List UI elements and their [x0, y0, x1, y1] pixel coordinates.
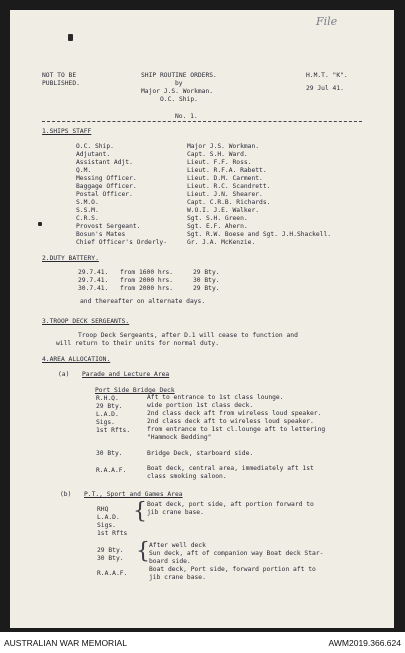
staff-name: Sgt. S.H. Green. [187, 215, 248, 222]
staff-role: Provost Sergeant. [76, 223, 141, 230]
subsection-title-sport: P.T., Sport and Games Area [84, 491, 183, 498]
duty-time: from 1600 hrs. [120, 269, 174, 276]
staff-role: O.C. Ship. [76, 143, 114, 150]
troop-deck-text-line: will return to their units for normal duty. [56, 340, 220, 347]
header-date: 29 Jul 41. [306, 85, 344, 92]
raaf-area-line: class smoking saloon. [147, 473, 227, 480]
sport-unit: 1st Rfts [97, 530, 128, 537]
raaf-area-line: Boat deck, central area, immediately aft 1st [147, 465, 314, 472]
games-area-line: After well deck [149, 542, 206, 549]
header-restriction-line-2: PUBLISHED. [42, 80, 80, 87]
subsection-title-parade: Parade and Lecture Area [82, 371, 170, 378]
duty-battery: 29 Bty. [193, 285, 220, 292]
footer-institution: AUSTRALIAN WAR MEMORIAL [4, 638, 127, 648]
staff-role: Baggage Officer. [76, 183, 137, 190]
duty-rotation-note: and thereafter on alternate days. [80, 298, 206, 305]
punch-hole-mark [68, 34, 73, 41]
staff-name: Lieut. F.F. Ross. [187, 159, 252, 166]
raaf-unit: R.A.A.F. [96, 467, 127, 474]
duty-battery: 29 Bty. [193, 269, 220, 276]
staff-role: Chief Officer's Orderly- [76, 239, 167, 246]
header-by: by [175, 80, 183, 87]
punch-hole-mark [38, 222, 42, 226]
staff-role: Adjutant. [76, 151, 111, 158]
archive-footer [0, 632, 405, 653]
port-unit: 1st Rfts. [96, 427, 131, 434]
header-author-role: O.C. Ship. [160, 96, 198, 103]
port-side-title: Port Side Bridge Deck [95, 387, 175, 394]
games-raaf-area-line: Boat deck, Port side, forward portion aft to [149, 566, 316, 573]
port-area-line: 2nd class deck aft from wireless loud speaker. [147, 410, 322, 417]
section-heading-ships-staff: 1.SHIPS STAFF [42, 128, 92, 135]
staff-name: W.O.I. J.E. Walker. [187, 207, 260, 214]
staff-name: Sgt. E.F. Ahern. [187, 223, 248, 230]
duty-date: 29.7.41. [78, 277, 109, 284]
port-unit: L.A.D. [96, 411, 119, 418]
sport-area-line: jib crane base. [147, 509, 204, 516]
staff-name: Lieut. R.F.A. Rabett. [187, 167, 267, 174]
troop-deck-text-line: Troop Deck Sergeants, after D.1 will cease to function and [78, 332, 298, 339]
games-unit: 29 Bty. [97, 547, 124, 554]
port-area-line: 2nd class deck aft to wireless loud speaker. [147, 418, 314, 425]
sport-unit: L.A.D. [97, 514, 120, 521]
staff-role: C.R.S. [76, 215, 99, 222]
duty-date: 29.7.41. [78, 269, 109, 276]
grouping-brace: { [136, 539, 150, 564]
staff-role: S.S.M. [76, 207, 99, 214]
staff-name: Lieut. J.N. Shearer. [187, 191, 263, 198]
subsection-label-a: (a) [58, 371, 70, 378]
bty30-area: Bridge Deck, starboard side. [147, 450, 254, 457]
document-page [10, 10, 394, 628]
staff-name: Gr. J.A. McKenzie. [187, 239, 256, 246]
header-restriction-line-1: NOT TO BE [42, 72, 77, 79]
games-area-line: board side. [149, 558, 191, 565]
port-area-line: "Hammock Bedding" [147, 434, 212, 441]
duty-battery: 30 Bty. [193, 277, 220, 284]
duty-date: 30.7.41. [78, 285, 109, 292]
port-unit: R.H.Q. [96, 395, 119, 402]
header-ship-name: H.M.T. "K". [306, 72, 348, 79]
section-heading-area-allocation: 4.AREA ALLOCATION. [42, 356, 111, 363]
section-heading-duty-battery: 2.DUTY BATTERY. [42, 255, 99, 262]
duty-time: from 2000 hrs. [120, 277, 174, 284]
games-raaf-unit: R.A.A.F. [97, 570, 128, 577]
handwritten-annotation: File [316, 15, 338, 28]
staff-role: Bosun's Mates [76, 231, 126, 238]
port-area-line: from entrance to 1st cl.lounge aft to lettering [147, 426, 326, 433]
staff-role: Postal Officer. [76, 191, 133, 198]
staff-name: Major J.S. Workman. [187, 143, 260, 150]
port-area-line: Aft to entrance to 1st class lounge. [147, 394, 284, 401]
grouping-brace: { [133, 499, 147, 524]
sport-unit: Sigs. [97, 522, 116, 529]
games-raaf-area-line: jib crane base. [149, 574, 206, 581]
sport-unit: RHQ [97, 506, 109, 513]
port-unit: Sigs. [96, 419, 115, 426]
order-number: No. 1. [175, 113, 198, 120]
subsection-label-b: (b) [60, 491, 72, 498]
staff-name: Sgt. R.W. Boese and Sgt. J.H.Shackell. [187, 231, 332, 238]
sport-area-line: Boat deck, port side, aft portion forward to [147, 501, 314, 508]
header-divider [42, 121, 362, 122]
footer-accession-number: AWM2019.366.624 [328, 638, 401, 648]
staff-role: Q.M. [76, 167, 92, 174]
staff-name: Capt. C.R.B. Richards. [187, 199, 271, 206]
games-area-line: Sun deck, aft of companion way Boat deck Star- [149, 550, 324, 557]
staff-name: Capt. S.H. Ward. [187, 151, 248, 158]
port-area-line: wide portion 1st class deck. [147, 402, 254, 409]
header-title: SHIP ROUTINE ORDERS. [141, 72, 217, 79]
duty-time: from 2000 hrs. [120, 285, 174, 292]
header-author: Major J.S. Workman. [141, 88, 214, 95]
staff-role: Messing Officer. [76, 175, 137, 182]
staff-name: Lieut. D.M. Carment. [187, 175, 263, 182]
bty30-unit: 30 Bty. [96, 450, 123, 457]
games-unit: 30 Bty. [97, 555, 124, 562]
port-unit: 29 Bty. [96, 403, 123, 410]
staff-role: Assistant Adjt. [76, 159, 133, 166]
staff-name: Lieut. R.C. Scandrett. [187, 183, 271, 190]
section-heading-troop-deck: 3.TROOP DECK SERGEANTS. [42, 318, 130, 325]
staff-role: S.M.O. [76, 199, 99, 206]
